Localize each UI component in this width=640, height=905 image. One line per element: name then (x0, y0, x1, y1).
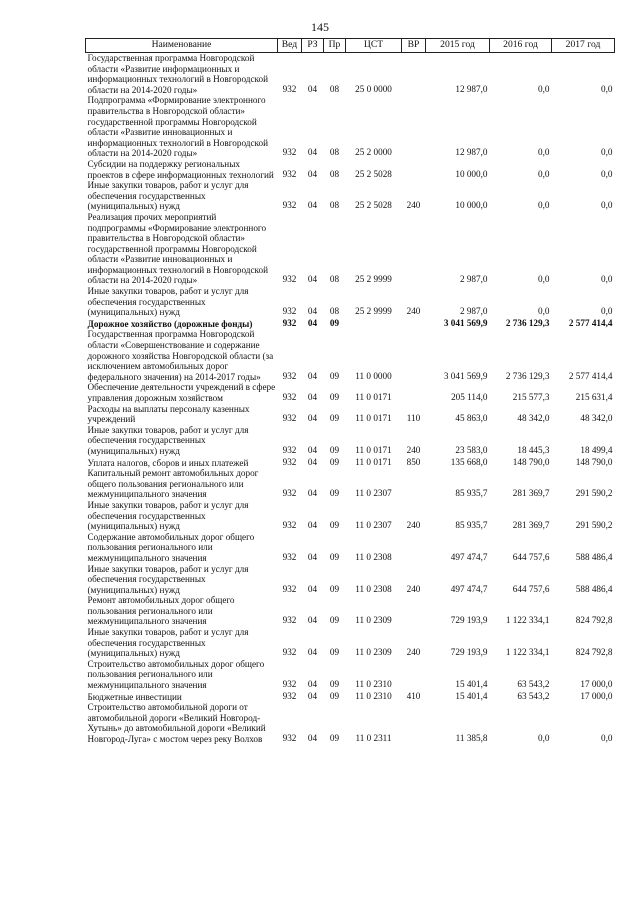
amount-2016: 0,0 (538, 274, 550, 285)
amount-2016: 0,0 (538, 83, 550, 94)
rz-code: 04 (307, 615, 318, 626)
pr-code: 09 (329, 370, 340, 381)
ved-code: 932 (282, 690, 297, 701)
rz-code: 04 (307, 168, 318, 179)
pr-code: 09 (329, 583, 340, 594)
ved-code: 932 (282, 444, 297, 455)
amount-2016: 0,0 (538, 168, 550, 179)
cst-code: 11 0 0171 (355, 444, 392, 455)
vr-code (402, 532, 426, 564)
rz-code: 04 (307, 274, 318, 285)
vr-code: 850 (406, 456, 421, 467)
vr-code (402, 659, 426, 691)
ved-code: 932 (282, 413, 297, 424)
table-row (86, 702, 615, 744)
cst-code: 25 0 0000 (355, 83, 392, 94)
row-name: Иные закупки товаров, работ и услуг для обеспечения государственных (муниципальных) нужд (87, 180, 249, 212)
cst-code: 11 0 0171 (355, 392, 392, 402)
ved-code: 932 (282, 370, 297, 381)
vr-code: 240 (406, 647, 421, 658)
amount-2017: 2 577 414,4 (568, 317, 613, 328)
amount-2017: 588 486,4 (575, 583, 613, 594)
amount-2016: 0,0 (538, 200, 550, 211)
amount-2017: 17 000,0 (580, 679, 613, 690)
vr-code (402, 212, 426, 286)
amount-2015: 12 987,0 (455, 147, 488, 158)
amount-2015: 15 401,4 (455, 679, 488, 690)
row-name: Строительство автомобильных дорог общего пользования регионального или межмуниципального значения (87, 658, 265, 691)
pr-code: 08 (329, 168, 340, 179)
ved-code: 932 (282, 306, 297, 317)
rz-code: 04 (307, 444, 318, 455)
vr-code: 240 (406, 520, 421, 531)
cst-code: 11 0 2309 (355, 647, 392, 658)
amount-2016: 148 790,0 (512, 456, 550, 467)
rz-code: 04 (307, 317, 318, 328)
rz-code: 04 (307, 488, 318, 499)
cst-code: 11 0 0171 (355, 413, 392, 424)
amount-2016: 63 543,2 (517, 679, 550, 690)
ved-code: 932 (282, 520, 297, 531)
row-name: Иные закупки товаров, работ и услуг для обеспечения государственных (муниципальных) нужд (87, 499, 249, 532)
pr-code: 09 (329, 733, 340, 743)
vr-code (402, 702, 426, 744)
ved-code: 932 (282, 274, 297, 285)
amount-2015: 205 114,0 (451, 392, 488, 402)
vr-code: 240 (406, 583, 421, 594)
row-name: Субсидии на поддержку региональных проектов в сфере информационных технологий (87, 158, 274, 180)
amount-2016: 0,0 (538, 733, 550, 743)
pr-code: 08 (329, 147, 340, 158)
pr-code: 09 (329, 444, 340, 455)
amount-2017: 17 000,0 (580, 690, 613, 701)
table-row (86, 468, 615, 500)
pr-code: 09 (329, 488, 340, 499)
amount-2016: 215 577,3 (512, 392, 550, 402)
table-row (86, 318, 615, 330)
table-row (86, 691, 615, 703)
amount-2016: 48 342,0 (517, 413, 550, 424)
amount-2015: 45 863,0 (455, 413, 488, 424)
column-header: 2016 год (490, 39, 552, 53)
row-name: Уплата налогов, сборов и иных платежей (87, 457, 249, 468)
rz-code: 04 (307, 200, 318, 211)
pr-code: 09 (329, 413, 340, 424)
table-body (86, 53, 615, 745)
amount-2016: 0,0 (538, 306, 550, 317)
rz-code: 04 (307, 679, 318, 690)
rz-code: 04 (307, 733, 318, 743)
vr-code: 410 (406, 690, 421, 701)
table-row (86, 95, 615, 159)
table-header-row (86, 39, 615, 53)
vr-code (402, 95, 426, 159)
pr-code: 09 (329, 520, 340, 531)
amount-2017: 48 342,0 (580, 413, 613, 424)
table-row (86, 159, 615, 180)
amount-2015: 12 987,0 (455, 83, 488, 94)
cst-code: 11 0 2308 (355, 551, 392, 562)
amount-2017: 588 486,4 (575, 551, 613, 562)
vr-code (402, 382, 426, 403)
amount-2015: 729 193,9 (450, 647, 488, 658)
table-row (86, 659, 615, 691)
ved-code: 932 (282, 679, 297, 690)
pr-code: 08 (329, 200, 340, 211)
pr-code: 08 (329, 306, 340, 317)
amount-2016: 281 369,7 (512, 488, 550, 499)
rz-code: 04 (307, 551, 318, 562)
table-row (86, 180, 615, 212)
cst-code: 11 0 2309 (355, 615, 392, 626)
cst-code: 25 2 5028 (355, 168, 392, 179)
vr-code (402, 468, 426, 500)
table-row (86, 53, 615, 96)
cst-code: 11 0 2307 (355, 488, 392, 499)
vr-code (402, 595, 426, 627)
amount-2015: 729 193,9 (450, 615, 488, 626)
pr-code: 09 (329, 690, 340, 701)
rz-code: 04 (307, 456, 318, 467)
vr-code: 240 (406, 306, 421, 317)
cst-code: 25 2 9999 (355, 306, 392, 317)
amount-2017: 824 792,8 (575, 647, 613, 658)
amount-2017: 291 590,2 (575, 520, 613, 531)
cst-code: 11 0 2310 (355, 679, 392, 690)
row-name: Обеспечение деятельности учреждений в сфере управления дорожным хозяйством (87, 382, 276, 403)
amount-2015: 10 000,0 (455, 200, 488, 211)
ved-code: 932 (282, 168, 297, 179)
column-header: ЦСТ (346, 39, 402, 53)
row-name: Строительство автомобильной дороги от автомобильной дороги «Великий Новгород-Хутынь» до автомобильной дороги «Великий Новгород-Луга» с мостом через реку Волхов (87, 702, 266, 744)
amount-2015: 2 987,0 (459, 274, 488, 285)
cst-code: 25 2 9999 (355, 274, 392, 285)
table-row (86, 329, 615, 382)
amount-2017: 0,0 (601, 274, 613, 285)
pr-code: 09 (329, 392, 340, 402)
vr-code (402, 329, 426, 382)
table-row (86, 382, 615, 403)
rz-code: 04 (307, 520, 318, 531)
column-header: РЗ (302, 39, 324, 53)
rz-code: 04 (307, 306, 318, 317)
amount-2017: 0,0 (601, 306, 613, 317)
amount-2017: 215 631,4 (575, 392, 613, 402)
amount-2015: 3 041 569,9 (443, 317, 488, 328)
amount-2015: 10 000,0 (455, 168, 488, 179)
amount-2017: 2 577 414,4 (568, 370, 613, 381)
rz-code: 04 (307, 690, 318, 701)
budget-table (85, 38, 615, 745)
vr-code: 240 (406, 444, 421, 455)
amount-2017: 824 792,8 (575, 615, 613, 626)
pr-code: 09 (329, 647, 340, 658)
amount-2015: 497 474,7 (450, 583, 488, 594)
rz-code: 04 (307, 583, 318, 594)
amount-2017: 0,0 (601, 733, 613, 743)
cst-code: 25 2 5028 (355, 200, 392, 211)
ved-code: 932 (282, 317, 297, 328)
amount-2015: 23 583,0 (455, 444, 488, 455)
column-header: Вед (278, 39, 302, 53)
pr-code: 08 (329, 274, 340, 285)
row-name: Государственная программа Новгородской области «Развитие информационных и информационных технологий в Новгородской области на 2014-2020 годы» (87, 53, 269, 95)
row-name: Бюджетные инвестиции (87, 691, 182, 702)
row-name: Иные закупки товаров, работ и услуг для обеспечения государственных (муниципальных) нужд (87, 424, 249, 456)
amount-2015: 3 041 569,9 (443, 370, 488, 381)
rz-code: 04 (307, 147, 318, 158)
amount-2015: 2 987,0 (459, 306, 488, 317)
cst-code: 11 0 2307 (355, 520, 392, 531)
row-name: Подпрограмма «Формирование электронного правительства в Новгородской области» государственной программы Новгородской области «Развитие инновационных и информационных технологий в Новгородской области на 2014-2020 годы» (87, 95, 269, 159)
pr-code: 09 (329, 456, 340, 467)
ved-code: 932 (282, 551, 297, 562)
rz-code: 04 (307, 413, 318, 424)
table-row (86, 425, 615, 457)
ved-code: 932 (282, 200, 297, 211)
vr-code: 110 (406, 413, 421, 424)
amount-2016: 2 736 129,3 (505, 370, 550, 381)
column-header: 2015 год (426, 39, 490, 53)
column-header: Пр (324, 39, 346, 53)
amount-2016: 18 445,3 (517, 444, 550, 455)
ved-code: 932 (282, 615, 297, 626)
amount-2017: 291 590,2 (575, 488, 613, 499)
ved-code: 932 (282, 392, 297, 402)
amount-2017: 0,0 (601, 168, 613, 179)
ved-code: 932 (282, 147, 297, 158)
amount-2017: 148 790,0 (575, 456, 613, 467)
pr-code: 08 (329, 83, 340, 94)
vr-code (402, 53, 426, 96)
cst-code: 11 0 0171 (355, 456, 392, 467)
table-row (86, 457, 615, 469)
cst-code: 11 0 2308 (355, 583, 392, 594)
amount-2015: 135 668,0 (450, 456, 488, 467)
cst-code: 25 2 0000 (355, 147, 392, 158)
ved-code: 932 (282, 647, 297, 658)
row-name: Расходы на выплаты персоналу казенных учреждений (87, 403, 250, 425)
ved-code: 932 (282, 456, 297, 467)
amount-2016: 644 757,6 (512, 583, 550, 594)
amount-2017: 0,0 (601, 200, 613, 211)
ved-code: 932 (282, 83, 297, 94)
rz-code: 04 (307, 392, 318, 402)
pr-code: 09 (329, 317, 340, 328)
amount-2016: 63 543,2 (517, 690, 550, 701)
table-row (86, 595, 615, 627)
amount-2016: 1 122 334,1 (505, 615, 550, 626)
vr-code (402, 318, 426, 330)
amount-2017: 0,0 (601, 83, 613, 94)
amount-2015: 85 935,7 (455, 488, 488, 499)
table-row (86, 532, 615, 564)
column-header: 2017 год (552, 39, 615, 53)
row-name: Дорожное хозяйство (дорожные фонды) (87, 318, 253, 329)
table-row (86, 286, 615, 318)
amount-2017: 18 499,4 (580, 444, 613, 455)
amount-2015: 11 385,8 (455, 733, 488, 743)
pr-code: 09 (329, 551, 340, 562)
pr-code: 09 (329, 615, 340, 626)
row-name: Реализация прочих мероприятий подпрограммы «Формирование электронного правительства в Новгородской области» государственной программы Новгородской области «Развитие инновационных и информационных технологий в Новгородской области на 2014-2020 годы» (87, 211, 269, 286)
column-header: Наименование (86, 39, 278, 53)
amount-2016: 1 122 334,1 (505, 647, 550, 658)
vr-code (402, 159, 426, 180)
amount-2015: 85 935,7 (455, 520, 488, 531)
ved-code: 932 (282, 488, 297, 499)
row-name: Капитальный ремонт автомобильных дорог общего пользования регионального или межмуниципального значения (87, 468, 259, 500)
column-header: ВР (402, 39, 426, 53)
table-row (86, 212, 615, 286)
table-row (86, 564, 615, 596)
cst-code: 11 0 2311 (355, 733, 392, 743)
table-row (86, 404, 615, 425)
row-name: Государственная программа Новгородской области «Совершенствование и содержание дорожного хозяйства Новгородской области (за исключением автомобильных дорог федерального значения) на 2014-2017 годы» (87, 329, 274, 382)
amount-2016: 644 757,6 (512, 551, 550, 562)
row-name: Иные закупки товаров, работ и услуг для обеспечения государственных (муниципальных) нужд (87, 627, 249, 659)
row-name: Иные закупки товаров, работ и услуг для обеспечения государственных (муниципальных) нужд (87, 563, 249, 595)
rz-code: 04 (307, 647, 318, 658)
amount-2016: 0,0 (538, 147, 550, 158)
cst-code: 11 0 0000 (355, 370, 392, 381)
amount-2015: 15 401,4 (455, 690, 488, 701)
table-row (86, 500, 615, 532)
ved-code: 932 (282, 583, 297, 594)
amount-2016: 2 736 129,3 (505, 317, 550, 328)
amount-2015: 497 474,7 (450, 551, 488, 562)
table-row (86, 627, 615, 659)
rz-code: 04 (307, 83, 318, 94)
row-name: Ремонт автомобильных дорог общего пользования регионального или межмуниципального значения (87, 595, 235, 627)
vr-code: 240 (406, 200, 421, 211)
cst-code: 11 0 2310 (355, 690, 392, 701)
rz-code: 04 (307, 370, 318, 381)
amount-2016: 281 369,7 (512, 520, 550, 531)
cst-code (346, 318, 402, 330)
amount-2017: 0,0 (601, 147, 613, 158)
page-number: 145 (311, 20, 329, 34)
pr-code: 09 (329, 679, 340, 690)
row-name: Содержание автомобильных дорог общего пользования регионального или межмуниципального значения (87, 531, 255, 563)
ved-code: 932 (282, 733, 297, 743)
row-name: Иные закупки товаров, работ и услуг для обеспечения государственных (муниципальных) нужд (87, 286, 249, 318)
